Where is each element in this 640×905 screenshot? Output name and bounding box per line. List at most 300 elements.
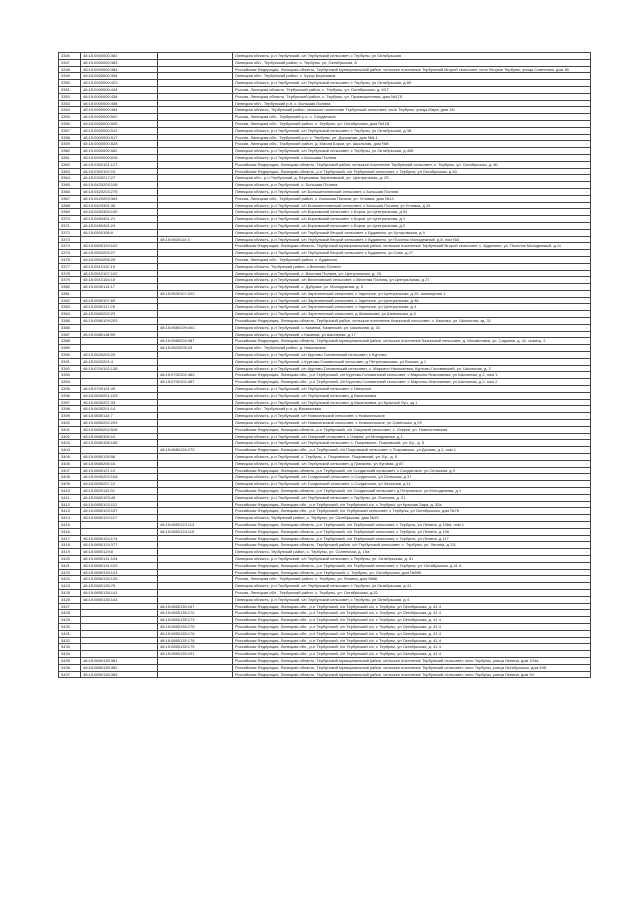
row-number-cell: 3398	[59, 406, 81, 413]
address-cell: Российская Федерация, Липецкая область, Тербунский район, сельское поселение Казинский сельсовет, с. Казинка, ул. Школьная, зд. 31	[233, 318, 591, 325]
row-number-cell: 3404	[59, 447, 81, 454]
cadastral-number-cell: 48:15:0000000:464	[81, 107, 158, 114]
address-cell: Российская Федерация, Липецкая обл., р-н Тербунский, с/п Тербунский с/с, с Тербуны, ул Октябрьская, д. 41 4	[233, 610, 591, 617]
table-row	[59, 372, 591, 379]
premise-number-cell	[158, 488, 233, 495]
row-number-cell: 3377	[59, 263, 81, 270]
row-number-cell: 3388	[59, 338, 81, 345]
cadastral-number-cell: 48:15:0500203:27	[81, 250, 158, 257]
premise-number-cell	[158, 154, 233, 161]
table-row	[59, 100, 591, 107]
row-number-cell: 3363	[59, 168, 81, 175]
premise-number-cell	[158, 331, 233, 338]
premise-number-cell	[158, 202, 233, 209]
table-row	[59, 175, 591, 182]
address-cell: Липецкая область, р-н Тербунский, с. Казинка, Казинский, ул. Школьная, д. 31	[233, 324, 591, 331]
table-row	[59, 120, 591, 127]
address-cell: Российская Федерация, Липецкая область, Тербунский муниципальный район, сельское поселение Тербунский Второй сельсовет, с. Буданино, ул. Поселок Молодежный, д.11	[233, 243, 591, 250]
row-number-cell: 3437	[59, 671, 81, 678]
address-cell: Липецкая область, р-н Тербунский, с/п Озерский сельсовет, с Озерки, ул Молодежная, д 1	[233, 433, 591, 440]
premise-number-cell	[158, 114, 233, 121]
address-cell: Липецкая область, р-н Тербунский, с/п Тербунский сельсовет, с Тербуны, ул. Есенина, д. 21	[233, 494, 591, 501]
address-cell: Российская Федерация, Липецкая область, р-н Тербунский, с/п Тербунский сельсовет, с Тербуны, ул Октябрьская, д 40	[233, 168, 591, 175]
row-number-cell: 3350	[59, 80, 81, 87]
row-number-cell: 3368	[59, 202, 81, 209]
premise-number-cell	[158, 148, 233, 155]
address-cell: Российская Федерация, Липецкая обл., р-н Тербунский, с/п Тербунский с/с, с Тербуны, ул Октябрьская, д. 41 4	[233, 630, 591, 637]
table-row	[59, 297, 591, 304]
premise-number-cell	[158, 365, 233, 372]
cadastral-number-cell: 48:15:0850135:383	[81, 671, 158, 678]
row-number-cell: 3413	[59, 508, 81, 515]
cadastral-number-cell: 48:15:0850129:8	[81, 549, 158, 556]
cadastral-number-cell	[81, 623, 158, 630]
premise-number-cell: 48:15:0700102:48С	[158, 372, 233, 379]
row-number-cell: 3421	[59, 562, 81, 569]
address-cell: Липецкая обл., Тербунский р-н, с. Большая Поляна	[233, 100, 591, 107]
address-cell: Россия, Липецкая область, Тербунский район, с. Тербуны, ул. Промышленная, дом №17б	[233, 93, 591, 100]
premise-number-cell	[158, 392, 233, 399]
table-row	[59, 80, 591, 87]
cadastral-number-cell: 48:15:0850135:126	[81, 576, 158, 583]
row-number-cell: 3395	[59, 386, 81, 393]
table-row	[59, 59, 591, 66]
premise-number-cell	[158, 440, 233, 447]
table-row	[59, 447, 591, 454]
table-row	[59, 243, 591, 250]
table-row	[59, 630, 591, 637]
premise-number-cell	[158, 182, 233, 189]
row-number-cell: 3435	[59, 657, 81, 664]
premise-number-cell	[158, 589, 233, 596]
row-number-cell: 3359	[59, 141, 81, 148]
table-row	[59, 148, 591, 155]
table-row	[59, 637, 591, 644]
table-row	[59, 644, 591, 651]
row-number-cell: 3384	[59, 311, 81, 318]
row-number-cell: 3414	[59, 515, 81, 522]
address-cell: Российская Федерация, Липецкая область, Тербунский район, с/п Тербунский сельсовет, с. Тербуны, ул. Ленина, д 111	[233, 542, 591, 549]
cadastral-number-cell: 48:15:0850135:143	[81, 596, 158, 603]
cadastral-number-cell: 48:15:0630201:14	[81, 406, 158, 413]
table-row	[59, 345, 591, 352]
table-row	[59, 508, 591, 515]
table-row	[59, 127, 591, 134]
address-cell: Российская Федерация, Липецкая область, р-н Тербунский, с/п Озерский сельсовет, с. Озерки, ул. Новоселовская	[233, 426, 591, 433]
row-number-cell: 3370	[59, 216, 81, 223]
row-number-cell: 3387	[59, 331, 81, 338]
table-row	[59, 331, 591, 338]
cadastral-number-cell: 48:15:0450309:100	[81, 209, 158, 216]
row-number-cell: 3355	[59, 114, 81, 121]
cadastral-number-cell: 48:15:0510154:10	[81, 277, 158, 284]
row-number-cell: 3386	[59, 324, 81, 331]
row-number-cell: 3407	[59, 467, 81, 474]
address-cell: Российская Федерация, Липецкая обл., р-н Тербунский, с/п Тербунский с/с, с Тербуны, ул Октябрьская, д. 41 4	[233, 644, 591, 651]
cadastral-number-cell: 48:15:0850103:107	[81, 508, 158, 515]
cadastral-number-cell: 48:15:0850135:75	[81, 583, 158, 590]
cadastral-number-cell: 48:15:0000000:394	[81, 73, 158, 80]
cadastral-number-cell: 48:15:0680108:188	[81, 440, 158, 447]
address-cell: Липецкая область, р-н Тербунский, с/п Заречненский сельсовет, с Заречное, ул Центральная, д 20, помещение 1	[233, 290, 591, 297]
row-number-cell: 3403	[59, 440, 81, 447]
address-cell: Липецкая область, Тербунский район, с. Тербуны, ул. Солнечная, д. 19а	[233, 549, 591, 556]
address-cell: Липецкая область, р-н Тербунский, с/п Тербунский Второй сельсовет, с Буданино, ул Хуторовская, д 9	[233, 229, 591, 236]
premise-number-cell	[158, 304, 233, 311]
cadastral-number-cell: 48:15:0000000:562	[81, 148, 158, 155]
table-row	[59, 433, 591, 440]
premise-number-cell	[158, 209, 233, 216]
cadastral-number-cell: 48:15:0680126:58	[81, 454, 158, 461]
table-row	[59, 229, 591, 236]
address-cell: Российская Федерация, Липецкая область, Тербунский район, сельское поселение Тербунский сельсовет, с. Тербуны, ул. Октябрьская, д. 80	[233, 161, 591, 168]
premise-number-cell	[158, 168, 233, 175]
address-cell: Российская Федерация, Липецкая обл., р-н Тербунский, с/п Тербунский сельсовет, с Тербуны, ул Октябрьская, дом №76	[233, 508, 591, 515]
row-number-cell: 3352	[59, 93, 81, 100]
row-number-cell: 3346	[59, 53, 81, 60]
cadastral-number-cell	[81, 345, 158, 352]
row-number-cell: 3378	[59, 270, 81, 277]
cadastral-number-cell	[81, 372, 158, 379]
table-row	[59, 460, 591, 467]
cadastral-number-cell: 48:15:0850131:103	[81, 562, 158, 569]
premise-number-cell	[158, 549, 233, 556]
address-cell: Липецкая область, р-н Тербунский, с/п Куртово-Головинский сельсовет, с. Марьино Николаевка, Куртово-Головинский, ул. Школьная, д. 2	[233, 365, 591, 372]
address-cell: Липецкая область, р-н Тербунский, с/п Тербунский сельсовет, с Тербуны, ул Октябрьская, д 41	[233, 583, 591, 590]
cadastral-number-cell: 48:15:0650202:528	[81, 426, 158, 433]
row-number-cell: 3347	[59, 59, 81, 66]
row-number-cell: 3369	[59, 209, 81, 216]
address-cell: Липецкая область, р-н Тербунский, с/п Куртово-Головинский сельсовет, с Куртово	[233, 352, 591, 359]
address-cell: Липецкая область, р-н Тербунский, с/п Новосельский сельсовет, с Новосельское, ул Советская, д 29	[233, 420, 591, 427]
row-number-cell: 3419	[59, 549, 81, 556]
table-row	[59, 277, 591, 284]
premise-number-cell: 48:15:0850135:178	[158, 637, 233, 644]
table-row	[59, 386, 591, 393]
premise-number-cell	[158, 501, 233, 508]
row-number-cell: 3392	[59, 365, 81, 372]
address-cell: Липецкая область, р-н Тербунский, с. Дуброва, ул. Молодежная, д. 5	[233, 284, 591, 291]
cadastral-number-cell: 48:15:0690207:12	[81, 481, 158, 488]
table-row	[59, 589, 591, 596]
table-row	[59, 182, 591, 189]
row-number-cell: 3381	[59, 290, 81, 297]
cadastral-number-cell: 48:15:0420203:364	[81, 195, 158, 202]
row-number-cell: 3366	[59, 188, 81, 195]
premise-number-cell	[158, 222, 233, 229]
premise-number-cell	[158, 229, 233, 236]
address-cell: Липецкая область, р-н Тербунский, с/п Тербунский Второй сельсовет, с Буданино, ул Поселок Молодежный, д 8, пом №1	[233, 236, 591, 243]
address-cell: Российская Федерация, Липецкая область, Тербунский муниципальный район, сельское поселение Казинский сельсовет, д. Михайловка, ул. Садовая, д. 41, помещ. 2	[233, 338, 591, 345]
cadastral-number-cell: 48:15:0580109:203	[81, 318, 158, 325]
cadastral-number-cell: 48:15:0690202:108	[81, 474, 158, 481]
row-number-cell: 3358	[59, 134, 81, 141]
cadastral-number-cell: 48:15:0700102:138	[81, 365, 158, 372]
table-row	[59, 290, 591, 297]
premise-number-cell	[158, 66, 233, 73]
cadastral-number-cell: 48:15:0850135:124	[81, 569, 158, 576]
row-number-cell: 3416	[59, 528, 81, 535]
cadastral-number-cell: 48:15:0850103:112	[81, 501, 158, 508]
cadastral-number-cell: 48:15:0500206:28	[81, 256, 158, 263]
address-cell: Липецкая обл., Тербунский район, с. Тербуны, ул. Октябрьская, 8	[233, 59, 591, 66]
premise-number-cell	[158, 175, 233, 182]
address-cell: Липецкая область, р-н Тербунский, с/п Борковский сельсовет, с Борки, ул Центральная, д 51	[233, 209, 591, 216]
premise-number-cell	[158, 100, 233, 107]
address-cell: Липецкая область, р-н Тербунский, с/п Тербунский сельсовет, с Тербуны, ул Октябрьская, д 89	[233, 80, 591, 87]
table-row	[59, 365, 591, 372]
address-cell: Липецкая область, р-н Тербунский, с/п Тербунский сельсовет, с. Покровское, Покровский, ул. Бр., д. 5	[233, 440, 591, 447]
row-number-cell: 3433	[59, 644, 81, 651]
address-cell: Россия, Липецкая обл., Тербунский район, с. Тербуны, ул. Октябрьская, д.52	[233, 589, 591, 596]
address-cell: Российская Федерация, Липецкая обл., р-н Тербунский, с/п Куртово-Головинский сельсовет, с Марьино-Николаевка, ул Школьная, д 2, пом 1	[233, 372, 591, 379]
row-number-cell: 3394	[59, 379, 81, 386]
cadastral-number-cell: 48:15:0580118:59	[81, 331, 158, 338]
address-cell: Российская Федерация, Липецкая обл., р-н Тербунский, с/п Куртово-Головинский сельсовет, с Марьино-Николаевка, ул Школьная, д 2, пом 2	[233, 379, 591, 386]
cadastral-number-cell: 48:15:0650114:7	[81, 413, 158, 420]
row-number-cell: 3376	[59, 256, 81, 263]
table-row	[59, 195, 591, 202]
table-row	[59, 256, 591, 263]
cadastral-number-cell	[81, 379, 158, 386]
table-row	[59, 569, 591, 576]
cadastral-number-cell: 48:15:0850135:141	[81, 589, 158, 596]
premise-number-cell: 48:15:0850135:175	[158, 623, 233, 630]
premise-number-cell	[158, 562, 233, 569]
address-cell: Россия, Липецкая обл., Тербунский р-н, с. Тербуны, ул. Дорожная, дом №5-1	[233, 134, 591, 141]
address-cell: Липецкая обл., Тербунский р-н, д. Васильевка	[233, 406, 591, 413]
table-row	[59, 467, 591, 474]
premise-number-cell	[158, 256, 233, 263]
premise-number-cell: 48:15:0530107:32С	[158, 290, 233, 297]
table-row	[59, 623, 591, 630]
table-row	[59, 596, 591, 603]
row-number-cell: 3360	[59, 148, 81, 155]
address-cell: Липецкая область, р-н Тербунский, с/п Тербунский сельсовет, с Нагорное	[233, 386, 591, 393]
table-row	[59, 114, 591, 121]
premise-number-cell	[158, 583, 233, 590]
premise-number-cell	[158, 494, 233, 501]
cadastral-number-cell: 48:15:0700101:49	[81, 386, 158, 393]
cadastral-number-cell: 48:15:0850103:45	[81, 494, 158, 501]
row-number-cell: 3390	[59, 352, 81, 359]
table-row	[59, 161, 591, 168]
premise-number-cell	[158, 454, 233, 461]
row-number-cell: 3367	[59, 195, 81, 202]
address-cell: Российская Федерация, Липецкая обл., р-н Тербунский, с/п Тербунский с/с, с Тербуны, ул Октябрьская, д. 41 4	[233, 623, 591, 630]
table-row	[59, 66, 591, 73]
premise-number-cell	[158, 542, 233, 549]
cadastral-number-cell: 48:15:0000000:528	[81, 141, 158, 148]
address-cell: Россия, Липецкая обл., Тербунский район, с. Буданино	[233, 256, 591, 263]
address-cell: Российская Федерация, Липецкая обл., р-н Тербунский, с/п Тербунский с/с, с Тербуны, ул Октябрьская, д. 41 4	[233, 617, 591, 624]
cadastral-number-cell	[81, 651, 158, 658]
premise-number-cell	[158, 467, 233, 474]
table-row	[59, 583, 591, 590]
table-row	[59, 324, 591, 331]
cadastral-number-cell: 48:15:0300101:127	[81, 161, 158, 168]
premise-number-cell	[158, 413, 233, 420]
address-cell: Российская Федерация, Липецкая область, р-н Тербунский, с/п Тербунский сельсовет, с Тербуны, ул Ленина, д 108а, пом 1	[233, 521, 591, 528]
cadastral-number-cell: 48:15:0000000:383	[81, 59, 158, 66]
table-row	[59, 542, 591, 549]
address-cell: Россия, Липецкая область, Тербунский район, с. Тербуны, ул. Октябрьская, д. 40 Г	[233, 86, 591, 93]
premise-number-cell: 48:15:0850123:113	[158, 521, 233, 528]
cadastral-number-cell: 48:15:0000000:434	[81, 86, 158, 93]
premise-number-cell	[158, 576, 233, 583]
address-cell: Липецкая область, Тербунский район, с.Веселая Поляна	[233, 263, 591, 270]
cadastral-number-cell: 48:15:0500106:9	[81, 229, 158, 236]
premise-number-cell: 48:15:0850135:173	[158, 617, 233, 624]
premise-number-cell	[158, 250, 233, 257]
property-table-body	[59, 53, 591, 678]
cadastral-number-cell	[81, 338, 158, 345]
address-cell: Российская Федерация, Липецкая область, р-н Тербунский, с/п Тербунский сельсовет, с Тербуны, ул. Октябрьская, д.41.4	[233, 562, 591, 569]
address-cell: Липецкая область, р-н Тербунский, с/п Заречненский сельсовет, с Заречное, ул Центральная, д 46	[233, 297, 591, 304]
table-row	[59, 576, 591, 583]
cadastral-number-cell: 48:15:0620201:4	[81, 358, 158, 365]
table-row	[59, 521, 591, 528]
table-row	[59, 420, 591, 427]
address-cell: Липецкая область, р-н Тербунский, с Большая Поляна	[233, 154, 591, 161]
premise-number-cell	[158, 59, 233, 66]
table-row	[59, 406, 591, 413]
table-row	[59, 270, 591, 277]
cadastral-number-cell: 48:15:0850124:174	[81, 535, 158, 542]
cadastral-number-cell	[81, 528, 158, 535]
table-row	[59, 651, 591, 658]
premise-number-cell	[158, 120, 233, 127]
cadastral-number-cell: 48:15:0000000:512	[81, 127, 158, 134]
premise-number-cell	[158, 481, 233, 488]
document-page	[58, 52, 588, 678]
premise-number-cell	[158, 406, 233, 413]
table-row	[59, 304, 591, 311]
row-number-cell: 3379	[59, 277, 81, 284]
row-number-cell: 3409	[59, 481, 81, 488]
cadastral-number-cell: 48:15:0850124:377	[81, 542, 158, 549]
table-row	[59, 107, 591, 114]
row-number-cell: 3429	[59, 617, 81, 624]
address-cell: Липецкая область, р-н Тербунский, с/п Веселовский сельсовет, с Веселая Поляна, ул Центральная, д 27	[233, 277, 591, 284]
address-cell: Россия, Липецкая обл., Тербунский район, с. Тербуны, ул. Ленина, дом №86	[233, 576, 591, 583]
address-cell: Липецкая область, р-н Тербунский, с/п Тербунский сельсовет, с Тербуны, ул. Октябрьская, д. 51	[233, 555, 591, 562]
premise-number-cell	[158, 80, 233, 87]
cadastral-number-cell: 48:15:0680306:10	[81, 433, 158, 440]
cadastral-number-cell: 48:15:0450401:21	[81, 216, 158, 223]
premise-number-cell	[158, 141, 233, 148]
address-cell: Липецкая область, р-н Тербунский, с/п Заречненский сельсовет, д Шевлякова, ул Шевлякова, д 8	[233, 311, 591, 318]
address-cell: Липецкая область, р-н Тербунский, с/п Тербунский сельсовет, д Васильевка	[233, 392, 591, 399]
row-number-cell: 3357	[59, 127, 81, 134]
cadastral-number-cell: 48:15:0550117:25	[81, 304, 158, 311]
row-number-cell: 3383	[59, 304, 81, 311]
cadastral-number-cell: 48:15:0510112:10	[81, 263, 158, 270]
row-number-cell: 3408	[59, 474, 81, 481]
address-cell: Липецкая область, р-н Тербунский, с. Большая Поляна	[233, 182, 591, 189]
address-cell: Липецкая область, р-н Тербунский, с/п Тербунский сельсовет, с Тербуны, ул Октябрьская, д 40Е	[233, 148, 591, 155]
row-number-cell: 3410	[59, 488, 81, 495]
premise-number-cell	[158, 73, 233, 80]
row-number-cell: 3391	[59, 358, 81, 365]
address-cell: Российская Федерация, Липецкая область, Тербунский муниципальный район, сельское поселение Тербунский сельсовет, село Тербуны, улица Ленина, дом 94	[233, 671, 591, 678]
row-number-cell: 3406	[59, 460, 81, 467]
cadastral-number-cell	[81, 644, 158, 651]
premise-number-cell	[158, 134, 233, 141]
premise-number-cell	[158, 311, 233, 318]
table-row	[59, 318, 591, 325]
address-cell: Липецкая область, р-н Тербунский, с Куртово-Головинский сельсовет, д Петропавловка, ул Вокзал, д 1	[233, 358, 591, 365]
row-number-cell: 3348	[59, 66, 81, 73]
table-row	[59, 603, 591, 610]
table-row	[59, 168, 591, 175]
cadastral-number-cell: 48:15:0620202:20	[81, 352, 158, 359]
cadastral-number-cell: 48:15:0000000:502	[81, 114, 158, 121]
address-cell: Липецкая область, р-н Тербунский, с/п Большеполянский сельсовет, с Большая Поляна, ул Угловка, д 33	[233, 202, 591, 209]
table-row	[59, 657, 591, 664]
row-number-cell: 3389	[59, 345, 81, 352]
table-row	[59, 311, 591, 318]
cadastral-number-cell: 48:15:0530113:17	[81, 284, 158, 291]
cadastral-number-cell: 48:15:0450401:24	[81, 222, 158, 229]
premise-number-cell	[158, 161, 233, 168]
cadastral-number-cell: 48:15:0820112:91	[81, 488, 158, 495]
table-row	[59, 413, 591, 420]
row-number-cell: 3415	[59, 521, 81, 528]
premise-number-cell	[158, 277, 233, 284]
premise-number-cell: 48:15:0850135:167	[158, 603, 233, 610]
address-cell: Российская Федерация, Липецкая обл., р-н Тербунский, с/п Покровский сельсовет, с Покровское, ул Дачная, д 2, пом 1	[233, 447, 591, 454]
cadastral-number-cell: 48:15:0420203:275	[81, 188, 158, 195]
address-cell: Липецкая область, Тербунский район, с. Тербуны, ул. Октябрьская, дом №15	[233, 515, 591, 522]
table-row	[59, 454, 591, 461]
premise-number-cell	[158, 352, 233, 359]
row-number-cell: 3365	[59, 182, 81, 189]
cadastral-number-cell	[81, 236, 158, 243]
row-number-cell: 3420	[59, 555, 81, 562]
premise-number-cell	[158, 515, 233, 522]
row-number-cell: 3362	[59, 161, 81, 168]
row-number-cell: 3430	[59, 623, 81, 630]
cadastral-number-cell	[81, 610, 158, 617]
address-cell: Россия, Липецкая обл., Тербунский район, с. Большая Поляна, ул. Угловка, дом №13	[233, 195, 591, 202]
address-cell: Липецкая обл., р-н Тербунский, д. Березовка, Березовский, ул. Центральная, д. 25	[233, 175, 591, 182]
address-cell: Липецкая область, Тербунский район, сельское поселение Тербунский сельсовет, село Тербуны, улица Мира, дом 13г	[233, 107, 591, 114]
row-number-cell: 3428	[59, 610, 81, 617]
table-row	[59, 549, 591, 556]
address-cell: Липецкая область, р-н Тербунский, с/п Тербунский сельсовет, д Васильевка, ул Красный Луч, зд 1	[233, 399, 591, 406]
table-row	[59, 202, 591, 209]
cadastral-number-cell: 48:15:0550107:69	[81, 297, 158, 304]
cadastral-number-cell	[81, 637, 158, 644]
row-number-cell: 3422	[59, 569, 81, 576]
premise-number-cell: 48:15:0850135:176	[158, 630, 233, 637]
cadastral-number-cell: 48:15:0000000:423	[81, 80, 158, 87]
table-row	[59, 93, 591, 100]
premise-number-cell	[158, 297, 233, 304]
table-row	[59, 263, 591, 270]
address-cell: Липецкая область, р-н Тербунский, с/п Солдатский сельсовет, с Солдатское, ул Сельская, д 37	[233, 474, 591, 481]
cadastral-number-cell: 48:15:0650202:203	[81, 420, 158, 427]
cadastral-number-cell	[81, 617, 158, 624]
row-number-cell: 3423	[59, 576, 81, 583]
row-number-cell: 3356	[59, 120, 81, 127]
cadastral-number-cell: 48:15:0630207:33	[81, 399, 158, 406]
address-cell: Российская Федерация, Липецкая область, Тербунский муниципальный район, сельское поселение Тербунский Второй сельсовет, село Вторые Тербуны, улица Советская, дом 38	[233, 66, 591, 73]
cadastral-number-cell: 48:15:0850135:382	[81, 664, 158, 671]
cadastral-number-cell: 48:15:0420203:108	[81, 182, 158, 189]
premise-number-cell	[158, 270, 233, 277]
